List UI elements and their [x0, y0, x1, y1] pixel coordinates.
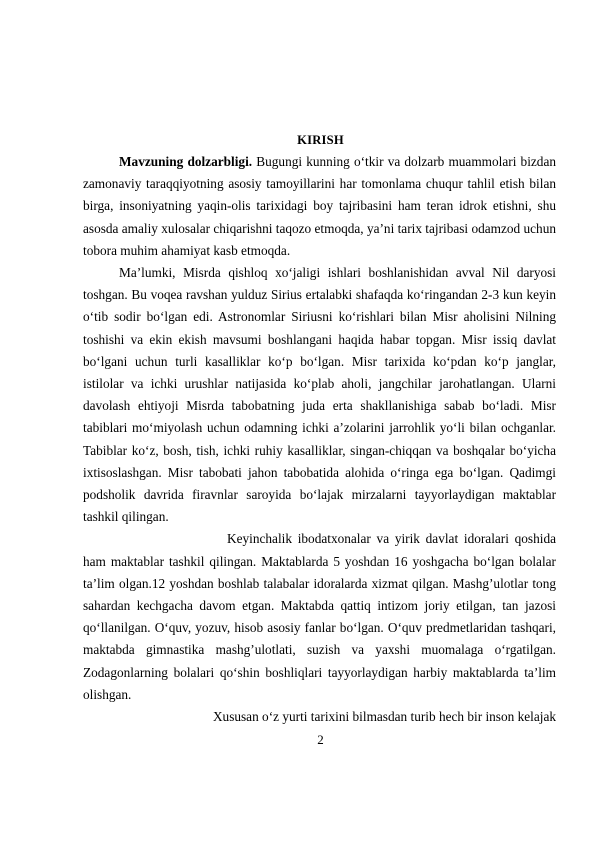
page-number: 2: [317, 732, 324, 747]
paragraph-history: Xususan o‘z yurti tarixini bilmasdan turib hech bir inson kelajak: [212, 709, 556, 725]
page-heading: KIRISH: [297, 133, 344, 147]
paragraph-relevance: [83, 151, 556, 262]
paragraph-egypt: Ma’lumki, Misrda qishloq xo‘jaligi ishlari boshlanishidan avval Nil daryosi toshgan. Bu voqea ravshan yulduz Sirius ertalabki shafaqda ko‘ringandan 2-3 kun keyin o‘tib sodir bo‘lgan edi. Astronomlar Siriusni ko‘rishlari bilan Misr aholisini Nilning toshishi va ekin ekish mavsumi boshlangani haqida habar topgan. Misr issiq davlat bo‘lgani uchun turli kasalliklar ko‘p bo‘lgan. Misr tarixida ko‘pdan ko‘p janglar, istilolar va ichki urushlar natijasida ko‘plab aholi, jangchilar jarohatlangan. Ularni davolash ehtiyoji Misrda tabobatning juda erta shakllanishiga sabab bo‘ladi. Misr tabiblari mo‘miyolash uchun odamning ichki a’zolarini jarrohlik yo‘li bilan ochganlar. Tabiblar ko‘z, bosh, tish, ichki ruhiy kasalliklar, singan-chiqqan va boshqalar bo‘yicha ixtisoslashgan. Misr tabobati jahon tabobatida alohida o‘ringa ega bo‘lgan. Qadimgi podsholik davrida firavnlar saroyida bo‘lajak mirzalarni tayyorlaydigan maktablar tashkil qilingan.: [83, 265, 556, 525]
body-text: [83, 151, 556, 728]
paragraph-schools: Keyinchalik ibodatxonalar va yirik davlat idoralari qoshida ham maktablar tashkil qilingan. Maktablarda 5 yoshdan 16 yoshgacha bo‘lgan bolalar ta’lim olgan.12 yoshdan boshlab talabalar idoralarda xizmat qilgan. Mashg’ulotlar tong sahardan kechgacha davom etgan. Maktabda qattiq intizom joriy etilgan, tan jazosi qo‘llanilgan. O‘quv, yozuv, hisob asosiy fanlar bo‘lgan. O‘quv predmetlaridan tashqari, maktabda gimnastika mashg’ulotlati, suzish va yaxshi muomalaga o‘rgatilgan. Zodagonlarning bolalari qo‘shin boshliqlari tayyorlaydigan harbiy maktablarda ta’lim olishgan.: [83, 531, 556, 702]
paragraph-lead: Mavzuning dolzarbligi.: [119, 154, 253, 169]
paragraph-text: Bugungi kunning o‘tkir va dolzarb muammolari bizdan zamonaviy taraqqiyotning asosiy tamoyillarini har tomonlama chuqur tahlil etish bilan birga, insoniyatning yaqin-olis tarixidagi boy tajribasini ham teran idrok etishni, shu asosda amaliy xulosalar chiqarishni taqozo etmoqda, ya’ni tarix tajribasi odamzod uchun tobora muhim ahamiyat kasb etmoqda.: [83, 154, 557, 258]
